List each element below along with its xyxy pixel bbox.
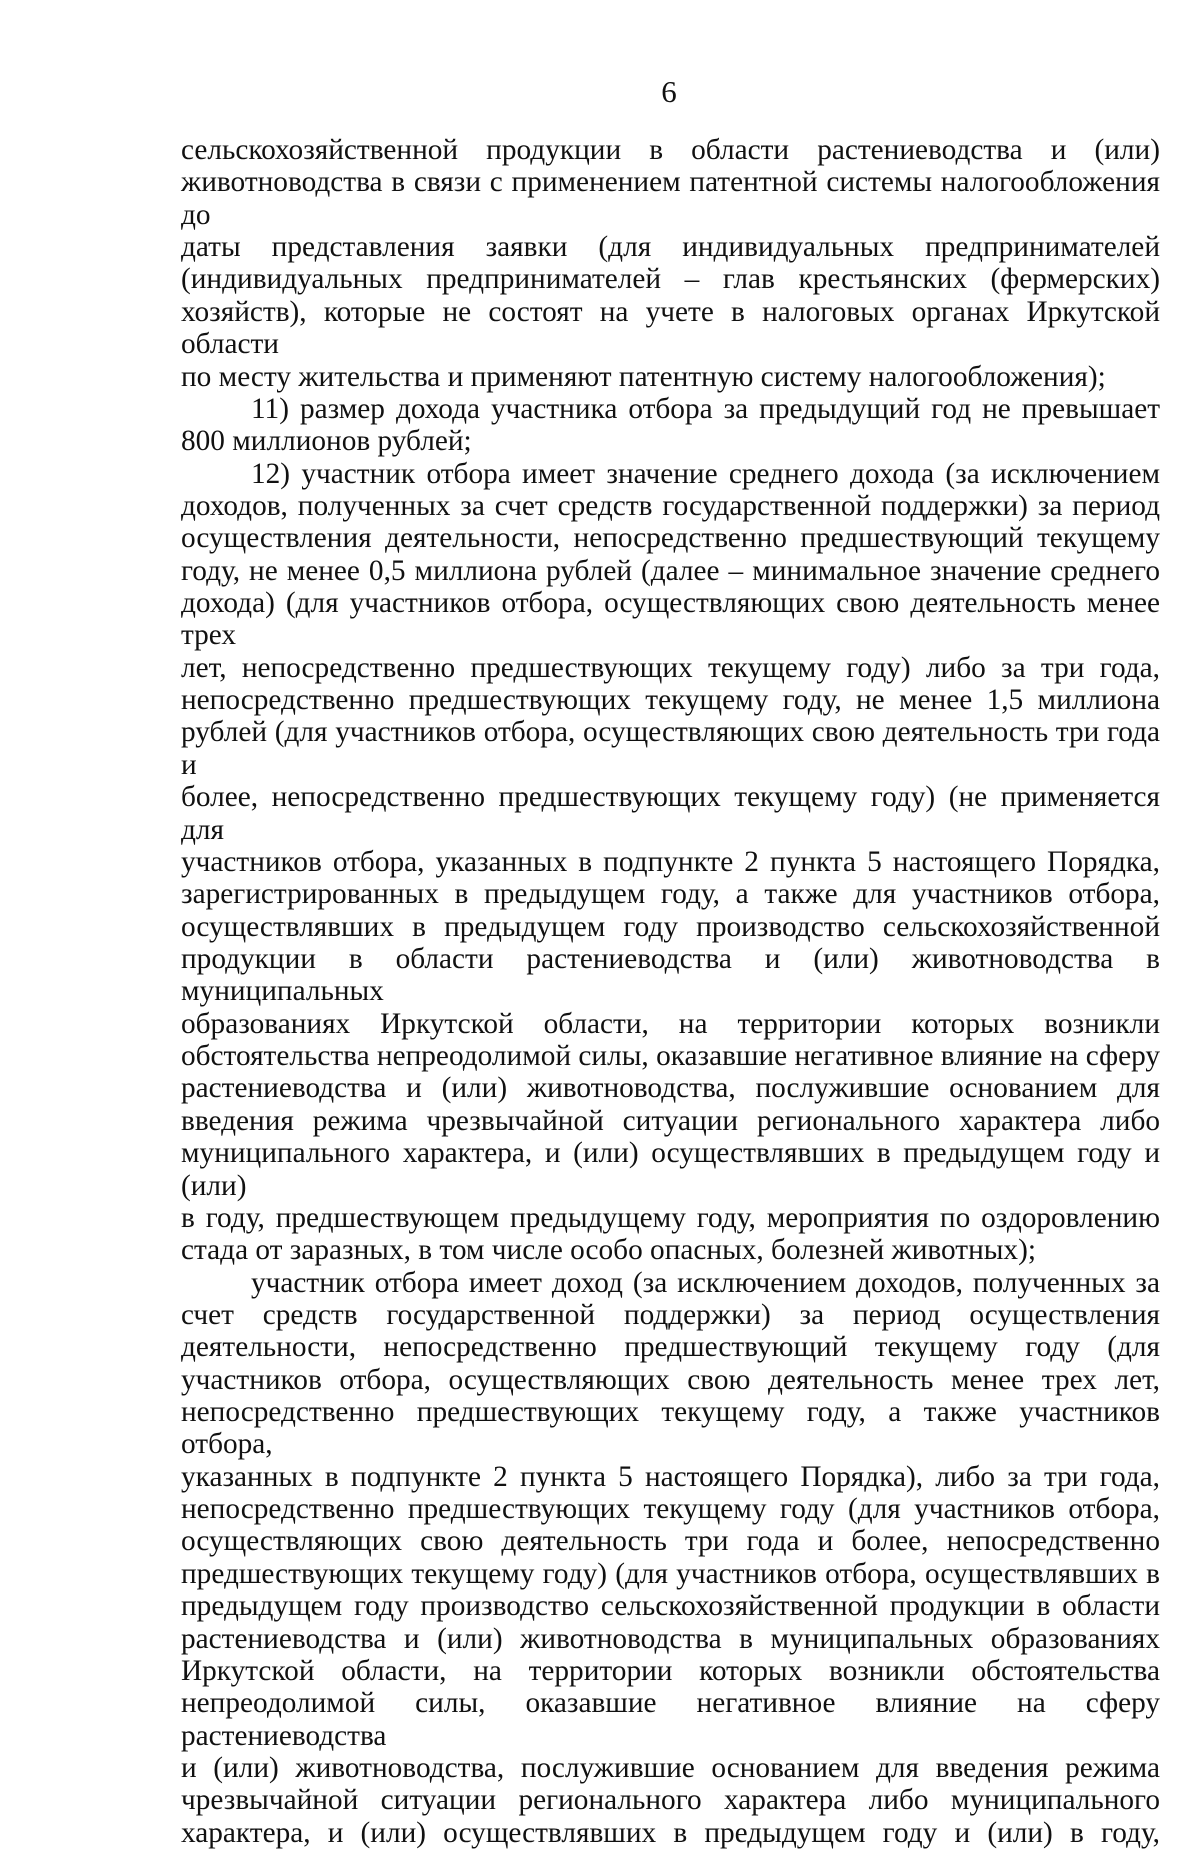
text-line: непреодолимой силы, оказавшие негативное влияние на сферу растениеводства: [181, 1687, 1160, 1752]
text-line-last: по месту жительства и применяют патентную систему налогообложения);: [181, 360, 1106, 393]
text-line: зарегистрированных в предыдущем году, а также для участников отбора,: [181, 878, 1160, 911]
text-line: счет средств государственной поддержки) за период осуществления: [181, 1298, 1160, 1331]
text-line: растениеводства и (или) животноводства, послужившие основанием для: [181, 1072, 1160, 1105]
text-line: в году, предшествующем предыдущему году, мероприятия по оздоровлению: [181, 1201, 1160, 1234]
text-line: (индивидуальных предпринимателей – глав крестьянских (фермерских): [181, 263, 1160, 296]
text-line: году, не менее 0,5 миллиона рублей (далее – минимальное значение среднего: [181, 554, 1160, 587]
page-number: 6: [661, 74, 677, 109]
text-line: непосредственно предшествующих текущему году, не менее 1,5 миллиона: [181, 684, 1160, 717]
text-line: сельскохозяйственной продукции в области растениеводства и (или): [181, 134, 1160, 166]
paragraph: [181, 1267, 1160, 1849]
text-line: участников отбора, указанных в подпункте 2 пункта 5 настоящего Порядка,: [181, 845, 1160, 878]
text-line: участников отбора, осуществляющих свою деятельность менее трех лет,: [181, 1363, 1160, 1396]
text-line: осуществлявших в предыдущем году производство сельскохозяйственной: [181, 910, 1160, 943]
paragraph: [181, 393, 1160, 458]
text-line: чрезвычайной ситуации регионального характера либо муниципального: [181, 1784, 1160, 1817]
text-line: деятельности, непосредственно предшествующий текущему году (для: [181, 1331, 1160, 1364]
text-line: осуществляющих свою деятельность три года и более, непосредственно: [181, 1525, 1160, 1558]
text-line: растениеводства и (или) животноводства в муниципальных образованиях: [181, 1622, 1160, 1655]
text-line: хозяйств), которые не состоят на учете в налоговых органах Иркутской области: [181, 295, 1160, 361]
text-line: дохода) (для участников отбора, осуществляющих свою деятельность менее трех: [181, 587, 1160, 652]
text-line: и (или) животноводства, послужившие основанием для введения режима: [181, 1751, 1160, 1784]
text-line-last: 800 миллионов рублей;: [181, 425, 472, 458]
text-line: даты представления заявки (для индивидуальных предпринимателей: [181, 231, 1160, 264]
paragraph: [181, 134, 1160, 393]
text-line: предыдущем году производство сельскохозяйственной продукции в области: [181, 1590, 1160, 1623]
text-line: осуществления деятельности, непосредственно предшествующий текущему: [181, 522, 1160, 555]
text-line: животноводства в связи с применением патентной системы налогообложения до: [181, 166, 1160, 231]
text-line: более, непосредственно предшествующих текущему году) (не применяется для: [181, 781, 1160, 846]
text-line: обстоятельства непреодолимой силы, оказавшие негативное влияние на сферу: [181, 1040, 1160, 1073]
text-line: 11) размер дохода участника отбора за предыдущий год не превышает: [251, 392, 1160, 425]
text-line: предшествующих текущему году) (для участников отбора, осуществлявших в: [181, 1557, 1160, 1590]
text-line: непосредственно предшествующих текущему году (для участников отбора,: [181, 1493, 1160, 1526]
text-line: участник отбора имеет доход (за исключением доходов, полученных за: [251, 1266, 1160, 1299]
text-line: муниципального характера, и (или) осуществлявших в предыдущем году и (или): [181, 1137, 1160, 1202]
text-line: 12) участник отбора имеет значение среднего дохода (за исключением: [251, 457, 1160, 490]
text-line: Иркутской области, на территории которых возникли обстоятельства: [181, 1654, 1160, 1687]
text-line: доходов, полученных за счет средств государственной поддержки) за период: [181, 489, 1160, 522]
paragraph: [181, 458, 1160, 1267]
text-line: рублей (для участников отбора, осуществляющих свою деятельность три года и: [181, 716, 1160, 781]
text-line: образованиях Иркутской области, на территории которых возникли: [181, 1007, 1160, 1040]
text-line: введения режима чрезвычайной ситуации регионального характера либо: [181, 1104, 1160, 1137]
text-line: лет, непосредственно предшествующих текущему году) либо за три года,: [181, 651, 1160, 684]
text-line: характера, и (или) осуществлявших в предыдущем году и (или) в году,: [181, 1816, 1160, 1849]
text-line-last: стада от заразных, в том числе особо опасных, болезней животных);: [181, 1234, 1036, 1267]
text-line: указанных в подпункте 2 пункта 5 настоящего Порядка), либо за три года,: [181, 1460, 1160, 1493]
document-body: [181, 134, 1160, 1849]
text-line: непосредственно предшествующих текущему году, а также участников отбора,: [181, 1396, 1160, 1461]
text-line: продукции в области растениеводства и (или) животноводства в муниципальных: [181, 942, 1160, 1008]
